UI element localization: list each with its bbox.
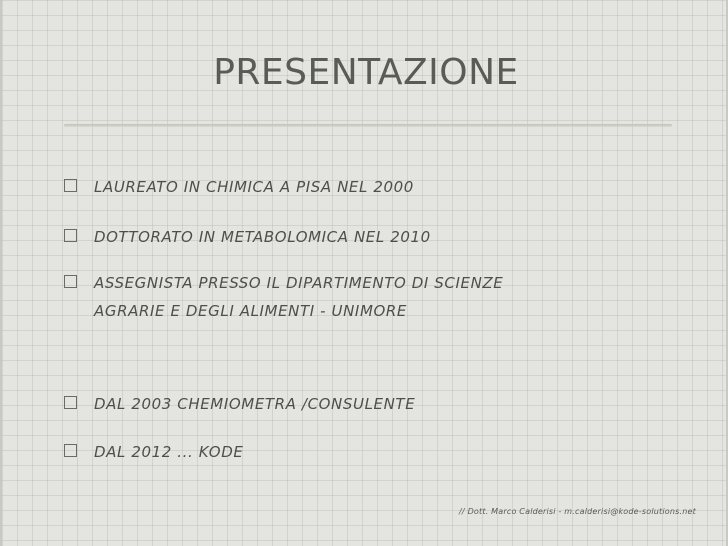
checkbox-bullet-icon [64,275,77,288]
title-divider [64,124,672,127]
checkbox-bullet-icon [64,444,77,457]
bullet-text: LAUREATO IN CHIMICA A PISA NEL 2000 [94,178,414,196]
bullet-text: DAL 2012 ... KODE [94,443,244,461]
bullet-text: ASSEGNISTA PRESSO IL DIPARTIMENTO DI SCIENZE [94,274,504,292]
bullet-text-continuation: AGRARIE E DEGLI ALIMENTI - UNIMORE [94,302,407,320]
bullet-text: DOTTORATO IN METABOLOMICA NEL 2010 [94,228,431,246]
slide-title: PRESENTAZIONE [213,52,519,93]
checkbox-bullet-icon [64,396,77,409]
bullet-text: DAL 2003 CHEMIOMETRA /CONSULENTE [94,395,416,413]
checkbox-bullet-icon [64,179,77,192]
checkbox-bullet-icon [64,229,77,242]
slide-footer: // Dott. Marco Calderisi - m.calderisi@kode-solutions.net [459,507,696,516]
